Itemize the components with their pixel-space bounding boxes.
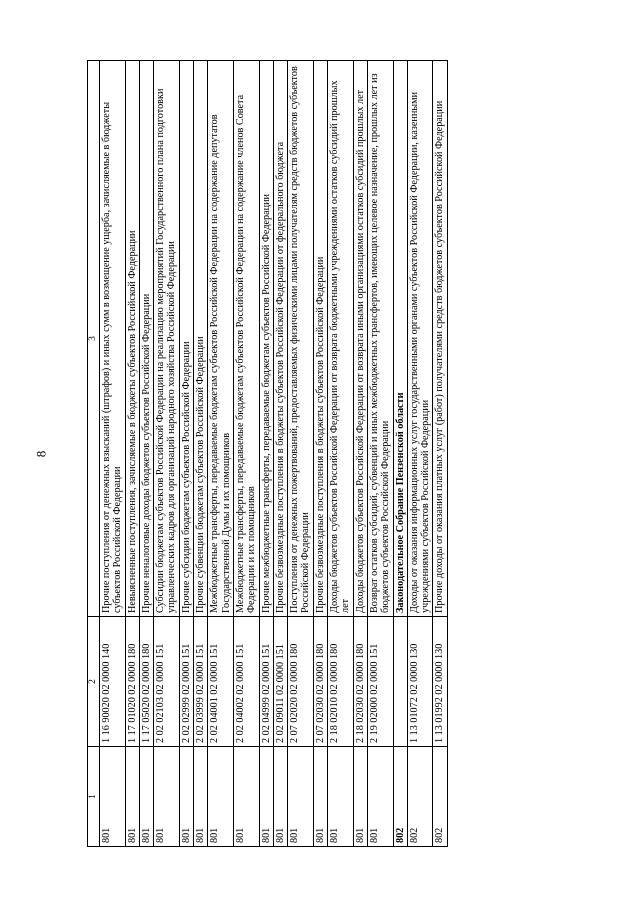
description-cell: Субсидии бюджетам субъектов Российской Федерации на реализацию мероприятий Государственного плана подготовки управленческих кадров для организаций народного хозяйства Российской Федерации xyxy=(154,61,180,617)
table-row xyxy=(393,61,407,847)
revenue-code-cell: 2 02 02103 02 0000 151 xyxy=(154,617,180,747)
table-row xyxy=(139,61,153,847)
table-row xyxy=(100,61,126,847)
revenue-codes-table xyxy=(87,60,448,847)
admin-code-cell: 801 xyxy=(353,747,367,847)
revenue-code-cell: 2 02 03999 02 0000 151 xyxy=(194,617,208,747)
admin-code-cell: 802 xyxy=(407,747,433,847)
description-cell: Доходы от оказания информационных услуг государственными органами субъектов Российской Федерации, казенными учреждениями субъектов Российской Федерации xyxy=(407,61,433,617)
table-row xyxy=(288,61,314,847)
column-header: 1 xyxy=(88,747,100,847)
revenue-code-cell: 2 02 04002 02 0000 151 xyxy=(233,617,259,747)
revenue-code-cell: 1 17 01020 02 0000 180 xyxy=(125,617,139,747)
table-row xyxy=(353,61,367,847)
table-row xyxy=(328,61,354,847)
description-cell: Поступления от денежных пожертвований, предоставляемых физическими лицами получателям средств бюджетов субъектов Российской Федерации xyxy=(288,61,314,617)
revenue-code-cell: 1 17 05020 02 0000 180 xyxy=(139,617,153,747)
admin-code-cell: 801 xyxy=(208,747,234,847)
table-row xyxy=(433,61,447,847)
revenue-code-cell: 2 07 02030 02 0000 180 xyxy=(313,617,327,747)
admin-code-cell: 801 xyxy=(154,747,180,847)
description-cell: Возврат остатков субсидий, субвенций и иных межбюджетных трансфертов, имеющих целевое назначение, прошлых лет из бюджетов субъектов Российской Федерации xyxy=(367,61,393,617)
admin-code-cell: 801 xyxy=(139,747,153,847)
revenue-code-cell: 2 02 04999 02 0000 151 xyxy=(259,617,273,747)
description-cell: Прочие поступления от денежных взысканий (штрафов) и иных сумм в возмещение ущерба, зачисляемые в бюджеты субъектов Российской Федерации xyxy=(100,61,126,617)
column-header: 2 xyxy=(88,617,100,747)
table-row xyxy=(179,61,193,847)
revenue-code-cell: 2 18 02010 02 0000 180 xyxy=(328,617,354,747)
admin-code-cell: 801 xyxy=(367,747,393,847)
column-header: 3 xyxy=(88,61,100,617)
revenue-code-cell: 1 16 90020 02 0000 140 xyxy=(100,617,126,747)
revenue-code-cell: 2 07 02020 02 0000 180 xyxy=(288,617,314,747)
table-row xyxy=(407,61,433,847)
description-cell: Доходы бюджетов субъектов Российской Федерации от возврата бюджетными учреждениями остатков субсидий прошлых лет xyxy=(328,61,354,617)
description-cell: Доходы бюджетов субъектов Российской Федерации от возврата иными организациями остатков субсидий прошлых лет xyxy=(353,61,367,617)
table-row xyxy=(233,61,259,847)
description-cell: Прочие безвозмездные поступления в бюджеты субъектов Российской Федерации xyxy=(313,61,327,617)
admin-code-cell: 801 xyxy=(100,747,126,847)
admin-code-cell: 801 xyxy=(233,747,259,847)
admin-code-cell: 801 xyxy=(194,747,208,847)
table-row xyxy=(273,61,287,847)
rotated-table-container xyxy=(87,61,542,847)
description-cell: Прочие субсидии бюджетам субъектов Российской Федерации xyxy=(179,61,193,617)
revenue-code-cell: 2 02 09011 02 0000 151 xyxy=(273,617,287,747)
table-row xyxy=(367,61,393,847)
description-cell: Невыясненные поступления, зачисляемые в бюджеты субъектов Российской Федерации xyxy=(125,61,139,617)
admin-code-cell: 801 xyxy=(125,747,139,847)
table-row xyxy=(154,61,180,847)
table-header-row xyxy=(88,61,100,847)
description-cell: Прочие доходы от оказания платных услуг (работ) получателями средств бюджетов субъектов Российской Федерации xyxy=(433,61,447,617)
description-cell: Прочие межбюджетные трансферты, передаваемые бюджетам субъектов Российской Федерации xyxy=(259,61,273,617)
revenue-code-cell: 2 02 02999 02 0000 151 xyxy=(179,617,193,747)
admin-code-cell: 801 xyxy=(259,747,273,847)
description-cell: Межбюджетные трансферты, передаваемые бюджетам субъектов Российской Федерации на содержание депутатов Государственной Думы и их помощников xyxy=(208,61,234,617)
admin-code-cell: 801 xyxy=(179,747,193,847)
revenue-code-cell: 2 18 02030 02 0000 180 xyxy=(353,617,367,747)
description-cell: Прочие неналоговые доходы бюджетов субъектов Российской Федерации xyxy=(139,61,153,617)
table-row xyxy=(125,61,139,847)
revenue-code-cell: 2 02 04001 02 0000 151 xyxy=(208,617,234,747)
description-cell: Прочие безвозмездные поступления в бюджеты субъектов Российской Федерации от федерального бюджета xyxy=(273,61,287,617)
revenue-code-cell: 1 13 01992 02 0000 130 xyxy=(433,617,447,747)
revenue-code-cell: 2 19 02000 02 0000 151 xyxy=(367,617,393,747)
admin-code-cell: 801 xyxy=(288,747,314,847)
table-row xyxy=(259,61,273,847)
admin-code-cell: 802 xyxy=(433,747,447,847)
description-cell: Межбюджетные трансферты, передаваемые бюджетам субъектов Российской Федерации на содержание членов Совета Федерации и их помощников xyxy=(233,61,259,617)
revenue-code-cell xyxy=(393,617,407,747)
revenue-code-cell: 1 13 01072 02 0000 130 xyxy=(407,617,433,747)
admin-code-cell: 801 xyxy=(328,747,354,847)
table-row xyxy=(208,61,234,847)
table-row xyxy=(194,61,208,847)
page-number: 8 xyxy=(33,450,49,458)
description-cell: Прочие субвенции бюджетам субъектов Российской Федерации xyxy=(194,61,208,617)
table-row xyxy=(313,61,327,847)
admin-code-cell: 802 xyxy=(393,747,407,847)
admin-code-cell: 801 xyxy=(273,747,287,847)
description-cell: Законодательное Собрание Пензенской области xyxy=(393,61,407,617)
admin-code-cell: 801 xyxy=(313,747,327,847)
